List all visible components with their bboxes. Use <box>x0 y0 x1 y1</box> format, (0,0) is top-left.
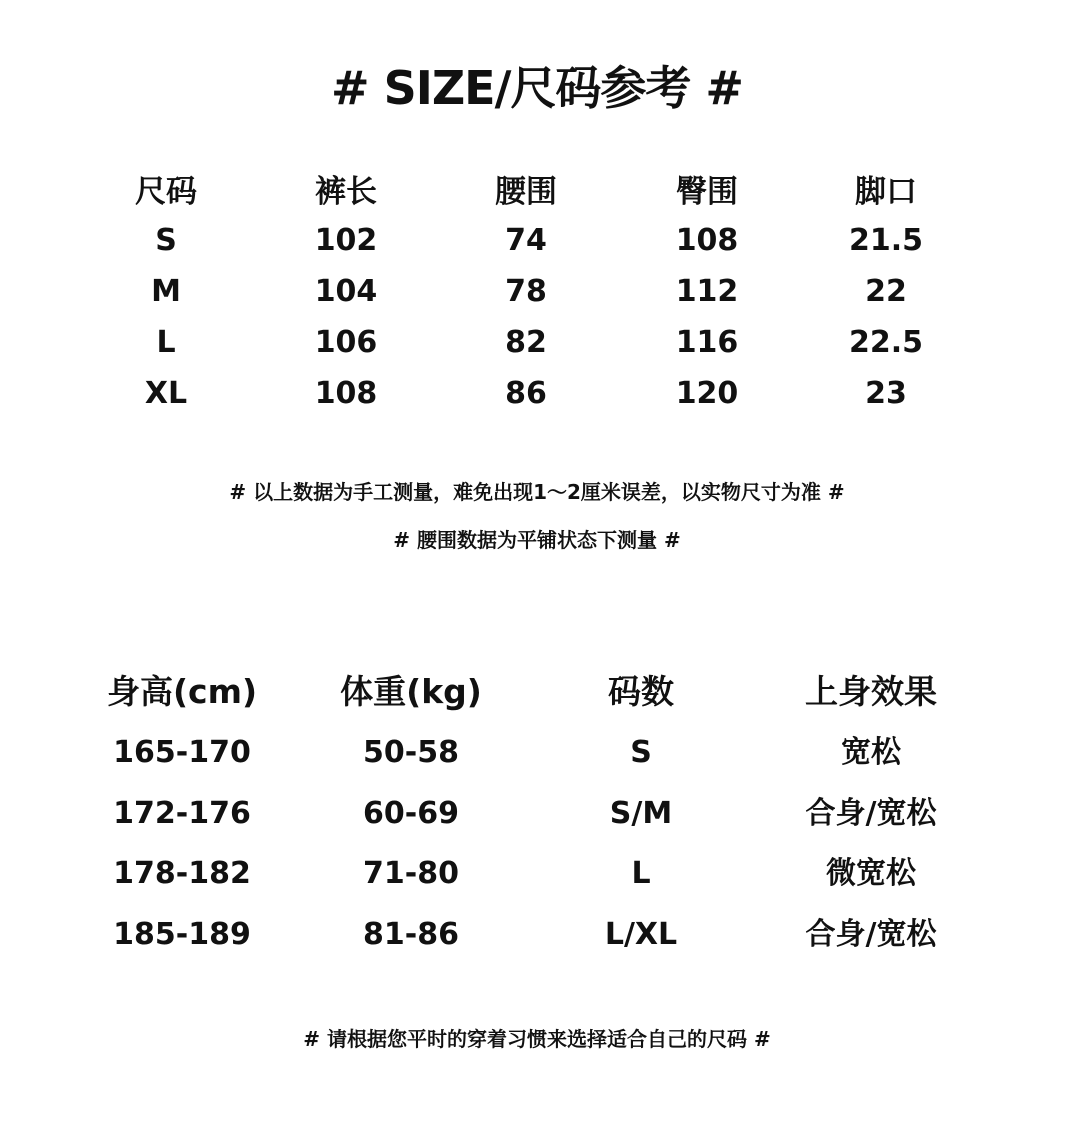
cell-height: 185-189 <box>113 917 251 952</box>
cell-waist: 86 <box>505 376 547 411</box>
cell-length: 102 <box>314 223 378 258</box>
cell-fit-effect: 合身/宽松 <box>805 917 937 952</box>
cell-fit-effect: 合身/宽松 <box>805 796 937 831</box>
cell-hip: 112 <box>675 274 739 309</box>
waist-note: # 腰围数据为平铺状态下测量 # <box>393 528 681 552</box>
cell-fit-effect: 微宽松 <box>826 856 916 891</box>
cell-waist: 74 <box>505 223 547 258</box>
header-size: 尺码 <box>135 174 197 210</box>
choose-size-note: # 请根据您平时的穿着习惯来选择适合自己的尺码 # <box>303 1027 771 1051</box>
header-size-code: 码数 <box>608 672 674 711</box>
cell-height: 178-182 <box>113 856 251 891</box>
cell-hem: 21.5 <box>848 223 924 258</box>
cell-hip: 120 <box>675 376 739 411</box>
cell-size-code: S/M <box>609 796 673 831</box>
cell-hem: 23 <box>865 376 907 411</box>
cell-size-code: L <box>631 856 651 891</box>
cell-size: XL <box>144 376 188 411</box>
header-waist: 腰围 <box>495 174 557 210</box>
cell-hem: 22.5 <box>848 325 924 360</box>
cell-fit-effect: 宽松 <box>841 735 901 770</box>
cell-length: 108 <box>314 376 378 411</box>
cell-weight: 81-86 <box>363 917 459 952</box>
measurement-note: # 以上数据为手工测量，难免出现1～2厘米误差，以实物尺寸为准 # <box>229 480 845 504</box>
cell-waist: 82 <box>505 325 547 360</box>
cell-length: 106 <box>314 325 378 360</box>
cell-length: 104 <box>314 274 378 309</box>
cell-hem: 22 <box>865 274 907 309</box>
header-height: 身高(cm) <box>106 672 258 711</box>
cell-waist: 78 <box>505 274 547 309</box>
header-hip: 臀围 <box>676 174 738 210</box>
cell-size: M <box>151 274 181 309</box>
header-fit-effect: 上身效果 <box>805 672 937 711</box>
cell-weight: 60-69 <box>363 796 459 831</box>
cell-weight: 50-58 <box>363 735 459 770</box>
cell-size-code: S <box>630 735 652 770</box>
cell-hip: 116 <box>675 325 739 360</box>
cell-height: 165-170 <box>113 735 251 770</box>
cell-size-code: L/XL <box>604 917 678 952</box>
cell-height: 172-176 <box>113 796 251 831</box>
header-hem: 脚口 <box>855 174 917 210</box>
cell-hip: 108 <box>675 223 739 258</box>
cell-size: S <box>155 223 177 258</box>
page-title: # SIZE/尺码参考 # <box>331 61 743 115</box>
header-weight: 体重(kg) <box>340 672 482 711</box>
cell-weight: 71-80 <box>363 856 459 891</box>
cell-size: L <box>156 325 176 360</box>
header-length: 裤长 <box>315 174 377 210</box>
